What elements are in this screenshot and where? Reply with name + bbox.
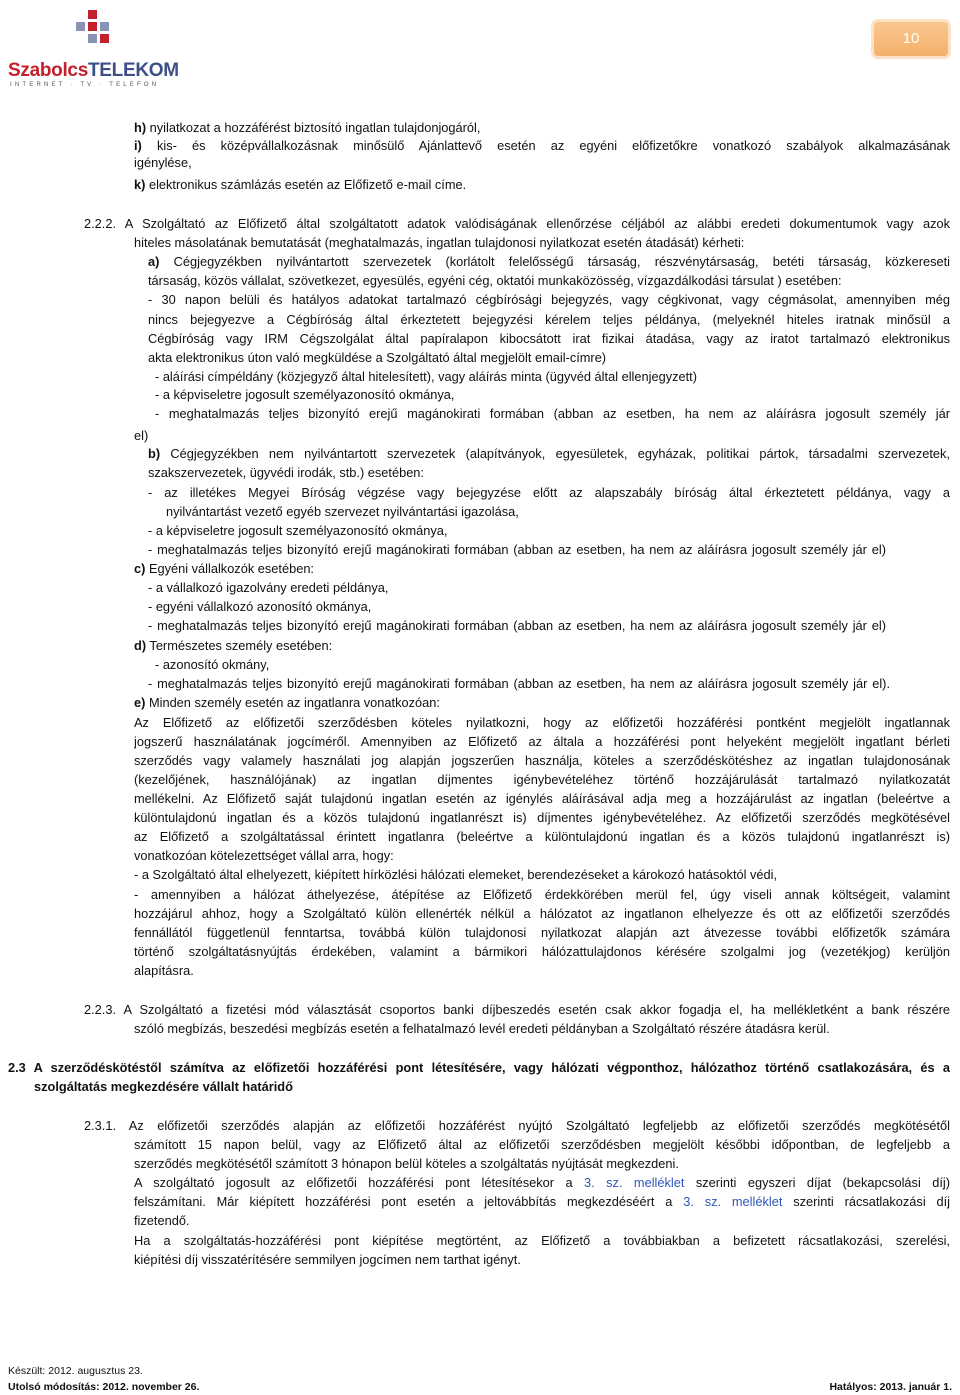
text-line (148, 523, 447, 539)
text-segment: Cégjegyzékben nem nyilvántartott szervezetek (alapítványok, egyesületek, egyházak, politikai pártok, társadalmi szervezetek, (160, 446, 950, 461)
text-segment: nincs bejegyezve a Cégbíróság által érkeztetett bejegyzési kérelem teljes példánya, (melyeknél hiteles iratnak minősül a (148, 312, 950, 327)
text-line (148, 599, 371, 615)
text-segment: - a képviseletre jogosult személyazonosító okmánya, (155, 387, 455, 402)
text-segment: szakszervezetek, ügyvédi irodák, stb.) esetében: (148, 465, 424, 480)
text-segment: 2.3 A szerződéskötéstől számítva az előfizetői hozzáférési pont létesítésére, vagy hálózati végponthoz, hálózathoz történő csatlakozására, és a (8, 1060, 950, 1075)
modified-date: Utolsó módosítás: 2012. november 26. (8, 1381, 200, 1393)
text-line (134, 925, 950, 941)
text-segment: d) (134, 638, 147, 653)
text-line (134, 138, 950, 154)
text-line (134, 1213, 190, 1229)
text-segment: k) (134, 177, 146, 192)
created-date: Készült: 2012. augusztus 23. (8, 1365, 143, 1377)
text-line (134, 906, 950, 922)
text-line (148, 676, 890, 692)
text-line (148, 465, 424, 481)
text-segment: szolgáltatás megkezdésére vállalt határidő (34, 1079, 293, 1094)
text-line (148, 542, 886, 558)
text-line (148, 350, 606, 366)
text-line (134, 695, 440, 711)
text-line (134, 887, 950, 903)
text-line (155, 369, 697, 385)
text-segment: fizetendő. (134, 1213, 190, 1228)
text-segment: - meghatalmazás teljes bizonyító erejű magánokirati formában (abban az esetben, ha nem az aláírásra jogosult személy jár (155, 406, 950, 421)
text-line (134, 963, 194, 979)
text-line (134, 428, 148, 444)
logo-text-red: Szabolcs (8, 60, 88, 81)
text-segment: - meghatalmazás teljes bizonyító erejű magánokirati formában (abban az esetben, ha nem az aláírásra jogosult személy jár el). (148, 676, 890, 691)
text-line (148, 254, 950, 270)
text-line (134, 715, 950, 731)
text-segment: az Előfizető a szolgáltatással érintett ingatlanra (beleértve a különtulajdonú ingatlan és a közös tulajdonú ingatlanrészt is) (134, 829, 950, 844)
text-line (134, 810, 950, 826)
text-line (134, 1233, 950, 1249)
text-line (148, 580, 388, 596)
text-line (134, 155, 192, 171)
text-segment: Az Előfizető az előfizetői szerződésben köteles nyilatkozni, hogy az előfizetői hozzáférési pontként megjelölt ingatlannak (134, 715, 950, 730)
text-line (134, 829, 950, 845)
text-line (134, 235, 744, 251)
text-segment: szerinti rácsatlakozási díj (782, 1194, 950, 1209)
text-segment: mellékelni. Az Előfizető saját tulajdonú ingatlan esetén az igénylés aláírásával adja meg a hozzájárulást az ingatlan (beleértve a (134, 791, 950, 806)
text-segment: Minden személy esetén az ingatlanra vonatkozóan: (145, 695, 440, 710)
text-segment: 2.3.1. Az előfizetői szerződés alapján az előfizetői hozzáférést nyújtó Szolgáltató legfeljebb az előfizetői szerződés megkötésétől (84, 1118, 950, 1133)
text-line (84, 1118, 950, 1134)
text-segment: h) (134, 120, 147, 135)
text-segment: - a képviseletre jogosult személyazonosító okmánya, (148, 523, 448, 538)
text-line (148, 485, 950, 501)
text-segment: különtulajdonú ingatlan és a közös tulajdonú ingatlanrészt is) díjmentes igénybevételéhez. Az előfizetői szerződés megkötésével (134, 810, 950, 825)
text-segment: vonatkozóan kötelezettséget vállal arra, hogy: (134, 848, 394, 863)
text-segment: - a Szolgáltató által elhelyezett, kiépített hírközlési hálózati elemeket, berendezéseket a károkozó hatásoktól védi, (134, 867, 778, 882)
text-segment: akta elektronikus úton való megküldése a Szolgáltató által megjelölt email-címre) (148, 350, 607, 365)
text-segment: jogszerű használatának jogcíméről. Amennyiben az Előfizető az általa a hozzáférési pont helyeként megjelölt ingatlant bérleti (134, 734, 950, 749)
text-line (8, 1060, 950, 1076)
text-line (84, 216, 950, 232)
text-segment: hozzájárul ahhoz, hogy a Szolgáltató külön ellenérték nélkül a hálózatot az ingatlanon elhelyezze és ott az előfizetői szerződés (134, 906, 950, 921)
logo-tagline: INTERNET · TV · TELEFON (10, 82, 160, 88)
text-segment: kis- és középvállalkozásnak minősülő Ajánlattevő esetén az egyéni előfizetőkre vonatkozó szabályok alkalmazásának (141, 138, 950, 153)
text-segment: szerződés megkötésétől számított 3 hónapon belül köteles a szolgáltatás nyújtását megkezdeni. (134, 1156, 679, 1171)
text-line (134, 734, 950, 750)
text-line (148, 446, 950, 462)
text-segment: 2.2.3. A Szolgáltató a fizetési mód választását csoportos banki díjbeszedés esetén csak akkor fogadja el, ha mellékletként a bank részére (84, 1002, 950, 1017)
text-segment: Cégjegyzékben nyilvántartott szervezetek (korlátolt felelősségű társaság, részvénytársaság, betéti társaság, közkereseti (159, 254, 950, 269)
text-line (134, 753, 950, 769)
text-line (134, 772, 950, 788)
text-line (155, 406, 950, 422)
text-segment: A szolgáltató jogosult az előfizetői hozzáférési pont létesítésekor a (134, 1175, 585, 1190)
text-segment: kiépítési díj visszatérítésére semmilyen jogcímen nem tarthat igényt. (134, 1252, 521, 1267)
text-segment: Ha a szolgáltatás-hozzáférési pont kiépítése megtörtént, az Előfizető a továbbiakban a befizetett rácsatlakozási, szerelési, (134, 1233, 950, 1248)
text-segment: történő szolgáltatásnyújtás érdekében, valamint a bármikori hálózattulajdonos kérésére szolgalmi jog (vezetékjog) kerüljön (134, 944, 950, 959)
text-line (148, 618, 886, 634)
text-segment: - meghatalmazás teljes bizonyító erejű magánokirati formában (abban az esetben, ha nem az aláírásra jogosult személy jár el) (148, 542, 886, 557)
text-segment: Természetes személy esetében: (146, 638, 333, 653)
text-segment: - 30 napon belüli és hatályos adatokat tartalmazó cégbírósági bejegyzés, vagy cégkivonat, vagy cégmásolat, amennyiben még (148, 292, 950, 307)
text-segment: - azonosító okmány, (155, 657, 270, 672)
text-segment: - a vállalkozó igazolvány eredeti példánya, (148, 580, 389, 595)
text-line (155, 387, 454, 403)
text-line (84, 1002, 950, 1018)
text-segment: - az illetékes Megyei Bíróság végzése vagy bejegyzése előtt az alapszabály bíróság által érkeztetett példánya, vagy a (148, 485, 950, 500)
text-segment: b) (148, 446, 161, 461)
text-segment: (kezelőjének, használójának) az ingatlan díjmentes igénybevételéhez történő hozzájárulását tartalmazó nyilatkozatát (134, 772, 950, 787)
text-segment: felszámítani. Már kiépített hozzáférési pont esetén a jeltovábbítás megkezdéséért a (134, 1194, 684, 1209)
text-line (134, 120, 480, 136)
text-line (134, 848, 394, 864)
text-segment: - amennyiben a hálózat áthelyezése, átépítése az Előfizető érdekkörében merül fel, úgy viseli annak költségeit, valamint (134, 887, 950, 902)
text-line (155, 657, 269, 673)
text-segment: Cégbíróság vagy IRM Cégszolgálat által papíralapon kibocsátott irat fizikai átadása, vagy az iratot tartalmazó elektronikus (148, 331, 950, 346)
text-segment: nyilatkozat a hozzáférést biztosító ingatlan tulajdonjogáról, (146, 120, 481, 135)
text-line (134, 867, 777, 883)
text-segment: igénylése, (134, 155, 192, 170)
text-line (134, 1175, 950, 1191)
text-line (134, 1156, 679, 1172)
text-line (134, 177, 466, 193)
annex-link[interactable]: 3. sz. melléklet (584, 1175, 685, 1190)
text-segment: i) (134, 138, 142, 153)
text-line (134, 1137, 950, 1153)
text-segment: - meghatalmazás teljes bizonyító erejű magánokirati formában (abban az esetben, ha nem az aláírásra jogosult személy jár el) (148, 618, 886, 633)
annex-link[interactable]: 3. sz. melléklet (683, 1194, 783, 1209)
text-line (34, 1079, 293, 1095)
logo-text (8, 60, 179, 82)
text-segment: szerződés vagy valamely használati jog alapján jogszerűen használja, köteles a szerződéskötéshez az ingatlan tulajdonosának (134, 753, 950, 768)
text-line (148, 312, 950, 328)
text-line (134, 1021, 830, 1037)
text-segment: társaság, közös vállalat, szövetkezet, egyesülés, egyéni cég, oktatói munkaközösség, vízgazdálkodási társulat ) esetében: (148, 273, 842, 288)
text-segment: elektronikus számlázás esetén az Előfizető e-mail címe. (145, 177, 467, 192)
text-line (166, 504, 519, 520)
text-line (148, 292, 950, 308)
text-segment: Egyéni vállalkozók esetében: (145, 561, 314, 576)
text-segment: a) (148, 254, 160, 269)
text-segment: e) (134, 695, 146, 710)
company-logo (8, 8, 178, 88)
text-segment: alapításra. (134, 963, 194, 978)
text-line (134, 791, 950, 807)
text-segment: - aláírási címpéldány (közjegyző által hitelesített), vagy aláírás minta (ügyvéd által ellenjegyzett) (155, 369, 697, 384)
logo-mark-icon (68, 8, 112, 52)
text-segment: hiteles másolatának bemutatását (meghatalmazás, ingatlan tulajdonosi nyilatkozat esetén átadását) kérheti: (134, 235, 745, 250)
text-segment: - egyéni vállalkozó azonosító okmánya, (148, 599, 372, 614)
text-line (134, 561, 314, 577)
text-line (134, 944, 950, 960)
text-segment: nyilvántartást vezető egyéb szervezet nyilvántartási igazolása, (166, 504, 519, 519)
logo-text-blue: TELEKOM (87, 60, 179, 81)
text-line (134, 1252, 521, 1268)
text-segment: c) (134, 561, 146, 576)
text-segment: fennállától függetlenül fenntartsa, továbbá külön tulajdonosi nyilatkozat alapján azt átvezesse további előfizetők számára (134, 925, 950, 940)
text-segment: el) (134, 428, 149, 443)
text-segment: szerinti egyszeri díjat (bekapcsolási díj) (684, 1175, 950, 1190)
text-line (134, 1194, 950, 1210)
text-line (148, 273, 842, 289)
text-segment: számított 15 napon belül, vagy az Előfizető által az előfizetői szerződésben megjelölt későbbi időpontban, de legfeljebb a (134, 1137, 950, 1152)
text-line (148, 331, 950, 347)
text-line (134, 638, 332, 654)
text-segment: szóló megbízás, beszedési megbízás esetén a felhatalmazó levél eredeti példányban a Szolgáltató részére átadásra kerül. (134, 1021, 830, 1036)
effective-date: Hatályos: 2013. január 1. (829, 1381, 952, 1393)
page-number: 10 (874, 22, 948, 56)
text-segment: 2.2.2. A Szolgáltató az Előfizető által szolgáltatott adatok valódiságának ellenőrzése céljából az alábbi eredeti dokumentumok vagy azok (84, 216, 950, 231)
